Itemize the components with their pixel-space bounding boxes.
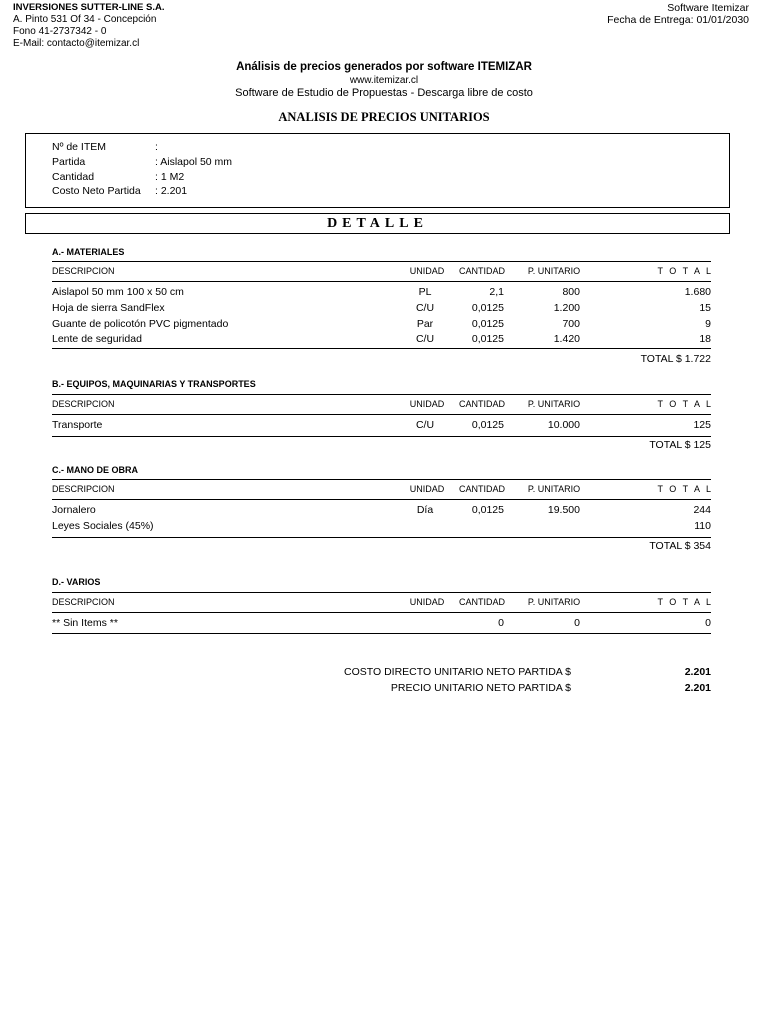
cell-cantidad: 2,1	[489, 286, 504, 298]
report-subtitle: Software de Estudio de Propuestas - Descarga libre de costo	[235, 87, 533, 99]
table-row	[52, 419, 711, 433]
divider	[52, 348, 711, 349]
cell-cantidad: 0,0125	[471, 504, 504, 516]
company-address: A. Pinto 531 Of 34 - Concepción	[13, 14, 157, 25]
cell-total: 244	[693, 504, 711, 516]
item-info-box	[25, 133, 730, 208]
table-row	[52, 333, 711, 347]
page-title: ANALISIS DE PRECIOS UNITARIOS	[278, 110, 490, 124]
cell-punit: 10.000	[547, 419, 580, 431]
cell-punit: 0	[574, 617, 580, 629]
cell-punit: 800	[562, 286, 580, 298]
cell-unidad: C/U	[415, 419, 435, 431]
col-total: T O T A L	[657, 597, 713, 607]
col-punit: P. UNITARIO	[527, 484, 581, 494]
col-cantidad: CANTIDAD	[458, 399, 505, 409]
info-label: Costo Neto Partida	[52, 185, 141, 197]
company-phone: Fono 41-2737342 - 0	[13, 26, 107, 37]
table-row	[52, 617, 711, 631]
cell-unidad: C/U	[415, 333, 435, 345]
divider	[52, 261, 711, 262]
cell-desc: Lente de seguridad	[52, 333, 142, 345]
cell-total: 125	[693, 419, 711, 431]
table-row	[52, 302, 711, 316]
cell-cantidad: 0,0125	[471, 333, 504, 345]
section-title: A.- MATERIALES	[52, 247, 125, 257]
table-header	[52, 266, 711, 280]
divider	[52, 436, 711, 437]
cell-total: 15	[699, 302, 711, 314]
cell-total: 1.680	[684, 286, 711, 298]
info-value: : 1 M2	[155, 171, 185, 183]
cell-total: 18	[699, 333, 711, 345]
col-total: T O T A L	[657, 399, 713, 409]
col-punit: P. UNITARIO	[527, 399, 581, 409]
table-row	[52, 520, 711, 534]
col-unidad: UNIDAD	[409, 399, 445, 409]
website-url: www.itemizar.cl	[349, 75, 419, 86]
table-row	[52, 318, 711, 332]
summary-value: 2.201	[684, 682, 711, 694]
section-total: TOTAL $ 125	[649, 439, 711, 451]
report-title: Análisis de precios generados por software ITEMIZAR	[236, 61, 532, 73]
col-cantidad: CANTIDAD	[458, 597, 505, 607]
cell-desc: ** Sin Items **	[52, 617, 118, 629]
summary-label: COSTO DIRECTO UNITARIO NETO PARTIDA $	[344, 666, 571, 678]
col-punit: P. UNITARIO	[527, 266, 581, 276]
info-label: Cantidad	[52, 171, 95, 183]
cell-punit: 19.500	[547, 504, 580, 516]
info-label: Nº de ITEM	[52, 141, 107, 153]
delivery-date: Fecha de Entrega: 01/01/2030	[607, 14, 749, 26]
cell-cantidad: 0,0125	[471, 318, 504, 330]
col-unidad: UNIDAD	[409, 266, 445, 276]
divider	[52, 394, 711, 395]
summary-row-precio-unitario	[291, 682, 711, 696]
divider	[52, 592, 711, 593]
section-total: TOTAL $ 354	[649, 540, 711, 552]
info-label: Partida	[52, 156, 86, 168]
company-info	[13, 2, 165, 50]
info-value: :	[155, 141, 158, 153]
divider	[52, 414, 711, 415]
cell-total: 110	[694, 520, 711, 532]
col-total: T O T A L	[657, 484, 713, 494]
cell-desc: Guante de policotón PVC pigmentado	[52, 318, 229, 330]
cell-desc: Jornalero	[52, 504, 96, 516]
info-value: : 2.201	[155, 185, 188, 197]
col-desc: DESCRIPCION	[52, 399, 115, 409]
cell-unidad: Par	[416, 318, 434, 330]
table-header	[52, 399, 711, 413]
detalle-heading: DETALLE	[25, 213, 730, 234]
table-header	[52, 484, 711, 498]
section-title: C.- MANO DE OBRA	[52, 465, 138, 475]
col-punit: P. UNITARIO	[527, 597, 581, 607]
cell-desc: Leyes Sociales (45%)	[52, 520, 154, 532]
col-unidad: UNIDAD	[409, 597, 445, 607]
cell-cantidad: 0,0125	[471, 302, 504, 314]
divider	[52, 612, 711, 613]
divider	[52, 537, 711, 538]
cell-desc: Hoja de sierra SandFlex	[52, 302, 165, 314]
summary-label: PRECIO UNITARIO NETO PARTIDA $	[390, 682, 571, 694]
summary-value: 2.201	[684, 666, 711, 678]
section-title: D.- VARIOS	[52, 577, 101, 587]
cell-cantidad: 0,0125	[471, 419, 504, 431]
section-title: B.- EQUIPOS, MAQUINARIAS Y TRANSPORTES	[52, 379, 256, 389]
divider	[52, 499, 711, 500]
cell-punit: 1.420	[553, 333, 580, 345]
cell-desc: Transporte	[52, 419, 103, 431]
table-row	[52, 504, 711, 518]
cell-total: 9	[705, 318, 711, 330]
cell-punit: 1.200	[553, 302, 580, 314]
col-unidad: UNIDAD	[409, 484, 445, 494]
software-info	[607, 2, 749, 26]
col-cantidad: CANTIDAD	[458, 266, 505, 276]
section-total: TOTAL $ 1.722	[640, 353, 711, 365]
cell-punit: 700	[562, 318, 580, 330]
cell-unidad: PL	[418, 286, 432, 298]
col-desc: DESCRIPCION	[52, 597, 115, 607]
summary-row-costo-directo	[291, 666, 711, 680]
info-value: : Aislapol 50 mm	[155, 156, 233, 168]
company-name: INVERSIONES SUTTER-LINE S.A.	[13, 2, 165, 13]
divider	[52, 281, 711, 282]
col-cantidad: CANTIDAD	[458, 484, 505, 494]
divider	[52, 479, 711, 480]
cell-cantidad: 0	[498, 617, 504, 629]
cell-total: 0	[705, 617, 711, 629]
cell-desc: Aislapol 50 mm 100 x 50 cm	[52, 286, 184, 298]
software-name: Software Itemizar	[667, 2, 749, 14]
table-header	[52, 597, 711, 611]
cell-unidad: Día	[416, 504, 434, 516]
company-email: E-Mail: contacto@itemizar.cl	[13, 38, 140, 49]
col-desc: DESCRIPCION	[52, 266, 115, 276]
cell-unidad: C/U	[415, 302, 435, 314]
divider	[52, 633, 711, 634]
col-desc: DESCRIPCION	[52, 484, 115, 494]
table-row	[52, 286, 711, 300]
col-total: T O T A L	[657, 266, 713, 276]
